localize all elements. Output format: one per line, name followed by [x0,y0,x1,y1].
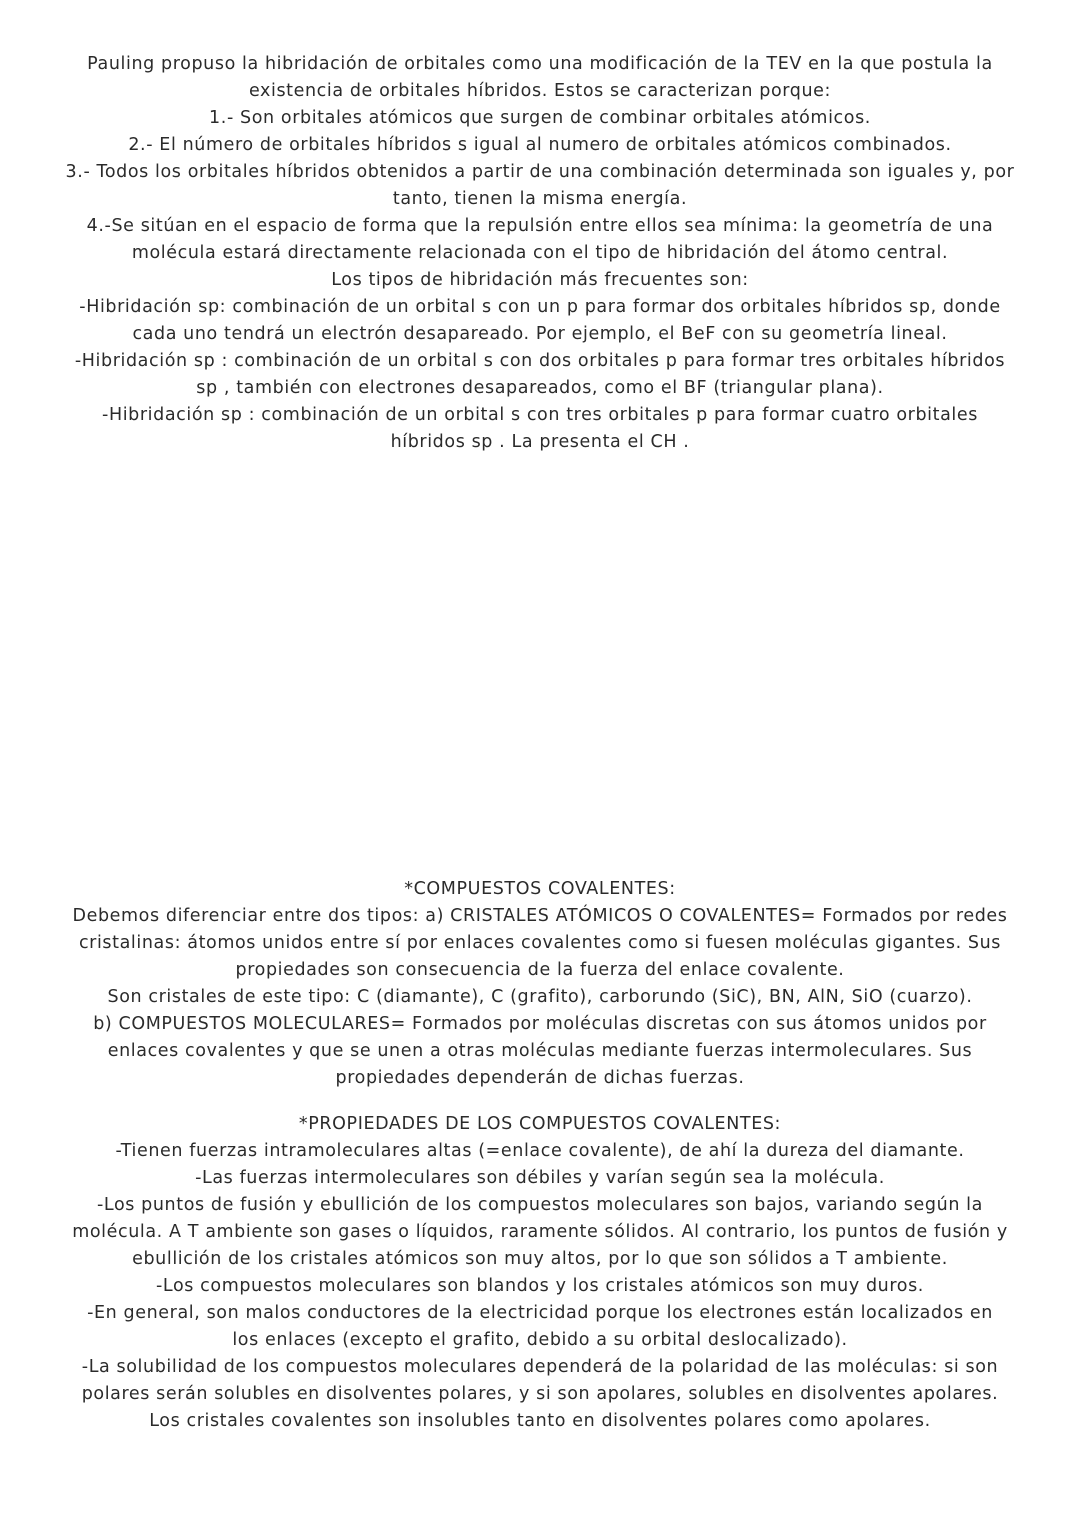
text-line: 2.- El número de orbitales híbridos s igual al numero de orbitales atómicos combinados. [128,135,952,155]
text-line: -La solubilidad de los compuestos moleculares dependerá de la polaridad de las moléculas: si son [81,1357,999,1377]
text-line: 4.-Se sitúan en el espacio de forma que la repulsión entre ellos sea mínima: la geometría de una [86,216,994,236]
text-line: b) COMPUESTOS MOLECULARES= Formados por moléculas discretas con sus átomos unidos por [93,1014,987,1034]
text-line: -En general, son malos conductores de la electricidad porque los electrones están localizados en [87,1303,993,1323]
text-line: Los cristales covalentes son insolubles tanto en disolventes polares como apolares. [149,1411,931,1431]
text-line: molécula estará directamente relacionada con el tipo de hibridación del átomo central. [131,243,949,263]
text-line: -Las fuerzas intermoleculares son débiles y varían según sea la molécula. [195,1168,885,1188]
covalent-compounds-section [30,876,1050,1092]
section-heading: *PROPIEDADES DE LOS COMPUESTOS COVALENTES: [298,1114,782,1134]
text-line: molécula. A T ambiente son gases o líquidos, raramente sólidos. Al contrario, los puntos de fusión y [72,1222,1008,1242]
text-line: 3.- Todos los orbitales híbridos obtenidos a partir de una combinación determinada son iguales y, por [65,162,1015,182]
text-line: tanto, tienen la misma energía. [392,189,688,209]
text-line: polares serán solubles en disolventes polares, y si son apolares, solubles en disolventes apolares. [81,1384,999,1404]
text-line: cada uno tendrá un electrón desapareado. Por ejemplo, el BeF con su geometría lineal. [132,324,948,344]
text-line: ebullición de los cristales atómicos son muy altos, por lo que son sólidos a T ambiente. [132,1249,948,1269]
text-line: Los tipos de hibridación más frecuentes son: [331,270,749,290]
text-line: híbridos sp . La presenta el CH . [390,432,690,452]
text-line: enlaces covalentes y que se unen a otras moléculas mediante fuerzas intermoleculares. Sus [107,1041,973,1061]
text-line: propiedades son consecuencia de la fuerza del enlace covalente. [235,960,845,980]
text-line: Son cristales de este tipo: C (diamante), C (grafito), carborundo (SiC), BN, AlN, SiO (cuarzo). [107,987,973,1007]
text-line: cristalinas: átomos unidos entre sí por enlaces covalentes como si fuesen moléculas gigantes. Sus [78,933,1002,953]
text-line: 1.- Son orbitales atómicos que surgen de combinar orbitales atómicos. [209,108,871,128]
section-heading: *COMPUESTOS COVALENTES: [404,879,676,899]
hybridization-section [30,51,1050,456]
text-line: los enlaces (excepto el grafito, debido a su orbital deslocalizado). [232,1330,848,1350]
text-line: -Los puntos de fusión y ebullición de los compuestos moleculares son bajos, variando según la [97,1195,983,1215]
text-line: -Tienen fuerzas intramoleculares altas (=enlace covalente), de ahí la dureza del diamante. [115,1141,965,1161]
text-line: Debemos diferenciar entre dos tipos: a) CRISTALES ATÓMICOS O COVALENTES= Formados por redes [72,906,1008,926]
text-line: propiedades dependerán de dichas fuerzas. [335,1068,745,1088]
text-line: Pauling propuso la hibridación de orbitales como una modificación de la TEV en la que postula la [87,54,993,74]
text-line: -Hibridación sp: combinación de un orbital s con un p para formar dos orbitales híbridos sp, donde [79,297,1001,317]
text-line: sp , también con electrones desapareados, como el BF (triangular plana). [196,378,884,398]
text-line: -Hibridación sp : combinación de un orbital s con tres orbitales p para formar cuatro orbitales [102,405,978,425]
covalent-properties-section [30,1111,1050,1435]
text-line: existencia de orbitales híbridos. Estos se caracterizan porque: [248,81,832,101]
text-line: -Hibridación sp : combinación de un orbital s con dos orbitales p para formar tres orbitales híbridos [74,351,1006,371]
text-line: -Los compuestos moleculares son blandos y los cristales atómicos son muy duros. [156,1276,924,1296]
